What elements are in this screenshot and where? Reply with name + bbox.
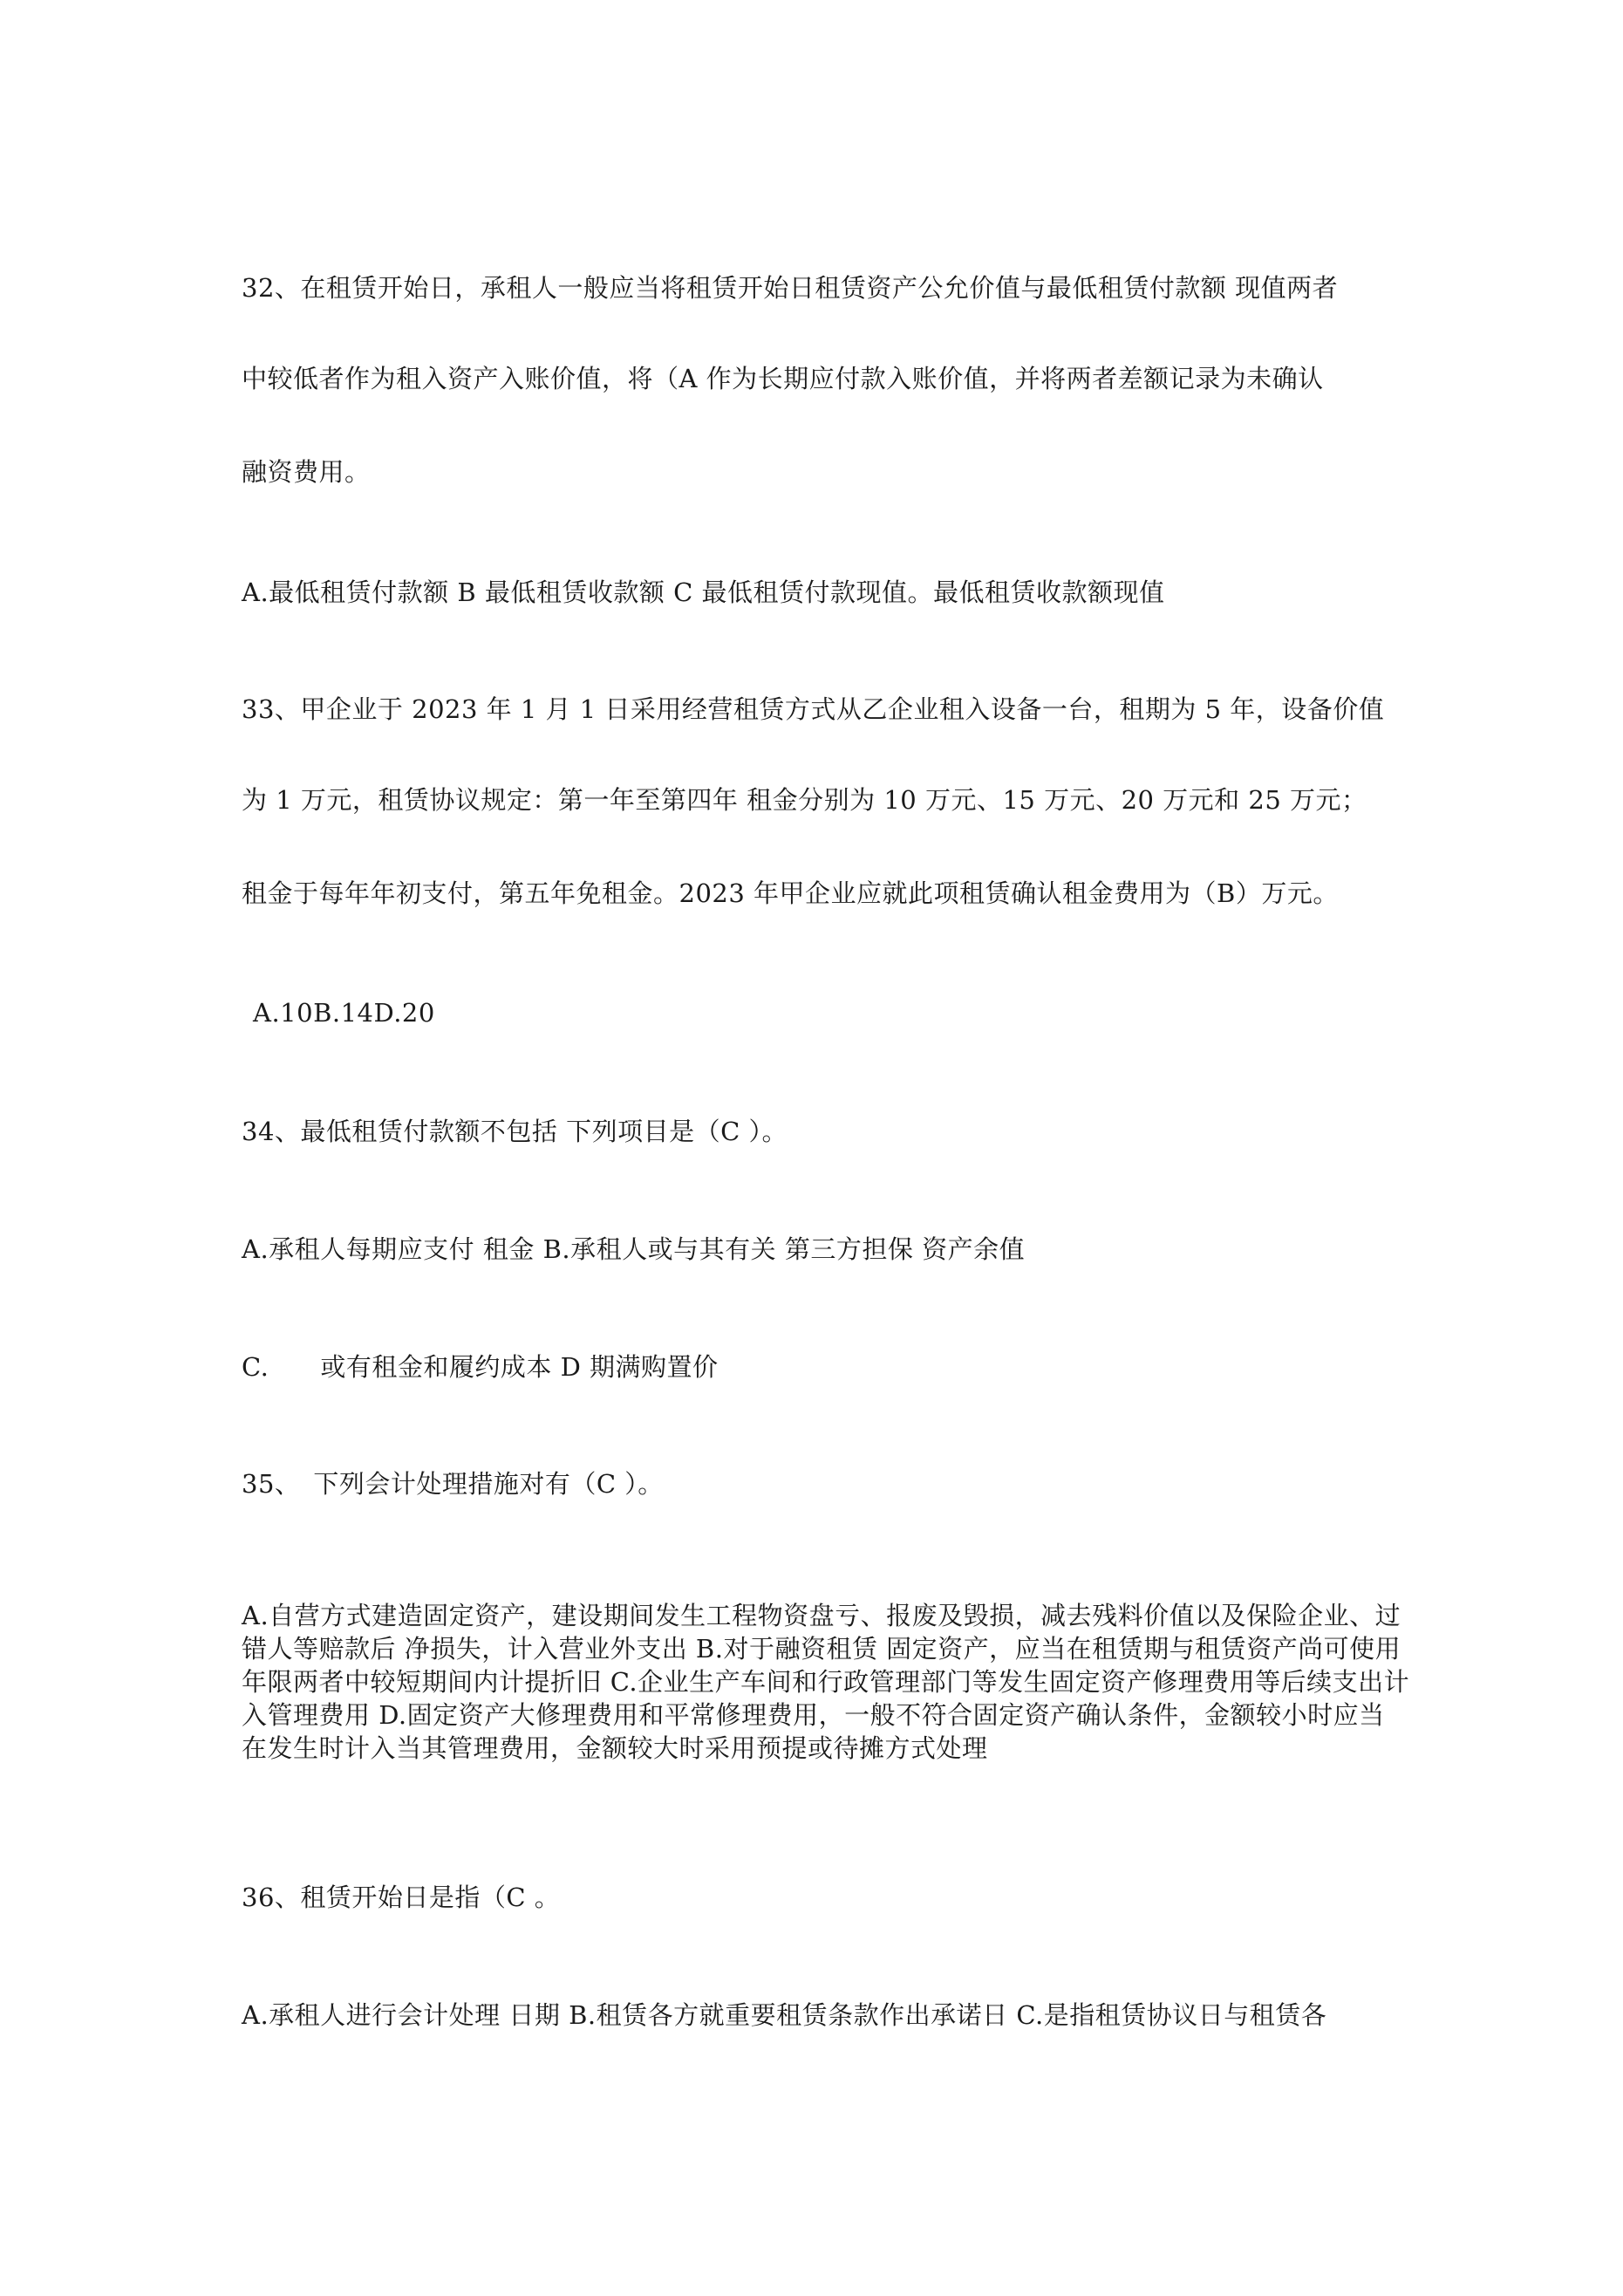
question-32-options: A.最低租赁付款额 B 最低租赁收款额 C 最低租赁付款现值。最低租赁收款额现值 — [242, 577, 1165, 607]
question-34-line-1: 34、最低租赁付款额不包括 下列项目是（C ）。 — [242, 1117, 788, 1146]
question-36-options: A.承租人进行会计处理 日期 B.租赁各方就重要租赁条款作出承诺日 C.是指租赁协议日与租赁各 — [242, 2000, 1327, 2030]
question-33-options: A.10B.14D.20 — [253, 998, 435, 1028]
question-33-line-1: 33、甲企业于 2023 年 1 月 1 日采用经营租赁方式从乙企业租入设备一台，租期为 5 年，设备价值 — [242, 694, 1385, 724]
question-33-line-2: 为 1 万元，租赁协议规定：第一年至第四年 租金分别为 10 万元、15 万元、20 万元和 25 万元； — [242, 785, 1367, 815]
question-32-line-1: 32、在租赁开始日，承租人一般应当将租赁开始日租赁资产公允价值与最低租赁付款额 现值两者 — [242, 273, 1339, 303]
question-33-line-3: 租金于每年年初支付，第五年免租金。2023 年甲企业应就此项租赁确认租金费用为（B）万元。 — [242, 878, 1339, 908]
question-34-options-2: C. 或有租金和履约成本 D 期满购置价 — [242, 1352, 719, 1382]
question-35-line-1: 35、 下列会计处理措施对有（C ）。 — [242, 1469, 664, 1499]
question-32-line-2: 中较低者作为租入资产入账价值，将（A 作为长期应付款入账价值，并将两者差额记录为未确认 — [242, 364, 1324, 393]
question-32-line-3: 融资费用。 — [242, 457, 371, 487]
question-36-line-1: 36、租赁开始日是指（C 。 — [242, 1883, 561, 1912]
question-34-options-1: A.承租人每期应支付 租金 B.承租人或与其有关 第三方担保 资产余值 — [242, 1234, 1026, 1264]
question-35-options: A.自营方式建造固定资产，建设期间发生工程物资盘亏、报废及毁损，减去残料价值以及保险企业、过错人等赔款后 净损失，计入营业外支出 B.对于融资租赁 固定资产，应当在租赁期与租赁资产尚可使用年限两者中较短期间内计提折旧 C.企业生产车间和行政管理部门等发生固定资产修理费用等后续支出计入管理费用 D.固定资产大修理费用和平常修理费用，一般不符合固定资产确认条件，金额较小时应当在发生时计入当其管理费用，金额较大时采用预提或待摊方式处理 — [242, 1601, 1410, 1763]
